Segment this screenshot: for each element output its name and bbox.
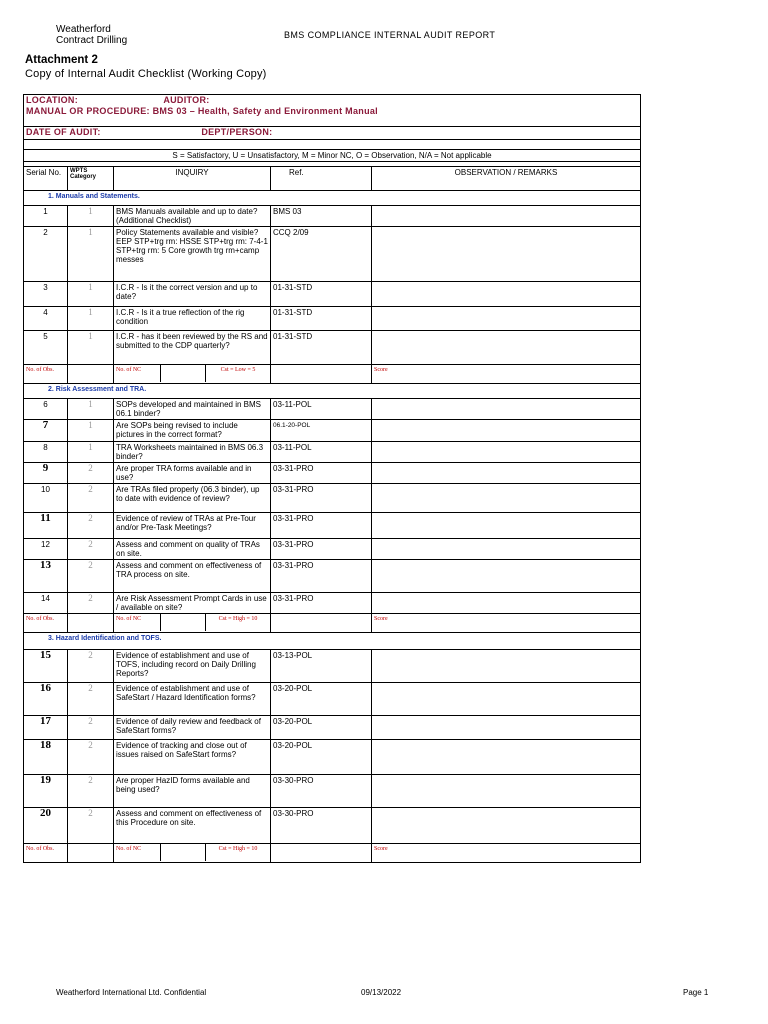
checklist-row: [24, 774, 641, 807]
serial-number: 10: [24, 483, 68, 512]
reference-code: 01-31-STD: [271, 330, 372, 364]
legend-row: [24, 149, 641, 161]
checklist-row: [24, 483, 641, 512]
footer-page-number: Page 1: [683, 988, 709, 997]
observation-header: OBSERVATION / REMARKS: [372, 166, 641, 190]
inquiry-text: Are SOPs being revised to include pictures in the correct format?: [114, 419, 271, 441]
obs-count-value: [68, 364, 114, 383]
inquiry-text: Evidence of establishment and use of SafeStart / Hazard Identification forms?: [114, 682, 271, 715]
nc-count-value: [161, 844, 206, 861]
checklist-row: [24, 538, 641, 559]
observation-remarks-cell[interactable]: [372, 807, 641, 843]
wpts-category: 2: [68, 649, 114, 682]
footer-confidential: Weatherford International Ltd. Confidential: [56, 988, 207, 997]
observation-remarks-cell[interactable]: [372, 330, 641, 364]
cst-spacer: [271, 613, 372, 632]
wpts-category: 2: [68, 682, 114, 715]
observation-remarks-cell[interactable]: [372, 592, 641, 613]
checklist-row: [24, 462, 641, 483]
inquiry-text: Assess and comment on effectiveness of this Procedure on site.: [114, 807, 271, 843]
checklist-row: [24, 281, 641, 306]
observation-remarks-cell[interactable]: [372, 205, 641, 226]
wpts-category: 2: [68, 807, 114, 843]
reference-code: 03-31-PRO: [271, 483, 372, 512]
inquiry-text: SOPs developed and maintained in BMS 06.1 binder?: [114, 398, 271, 419]
reference-code: 03-30-PRO: [271, 774, 372, 807]
wpts-category: 1: [68, 306, 114, 330]
nc-count-value: [161, 614, 206, 631]
section-title: 3. Hazard Identification and TOFS.: [24, 632, 641, 649]
serial-number: 18: [24, 739, 68, 774]
checklist-row: [24, 398, 641, 419]
obs-count-label: No. of Obs.: [24, 364, 68, 383]
serial-number: 19: [24, 774, 68, 807]
reference-code: 03-31-PRO: [271, 512, 372, 538]
serial-number: 8: [24, 441, 68, 462]
reference-code: 01-31-STD: [271, 306, 372, 330]
inquiry-header: INQUIRY: [114, 166, 271, 190]
summary-row: [24, 843, 641, 862]
cst-spacer: [271, 364, 372, 383]
obs-count-label: No. of Obs.: [24, 843, 68, 862]
serial-number: 14: [24, 592, 68, 613]
nc-count-cell: [114, 613, 271, 632]
checklist-row: [24, 649, 641, 682]
observation-remarks-cell[interactable]: [372, 398, 641, 419]
serial-number: 20: [24, 807, 68, 843]
inquiry-text: Are TRAs filed properly (06.3 binder), up to date with evidence of review?: [114, 483, 271, 512]
reference-code: 03-11-POL: [271, 398, 372, 419]
checklist-row: [24, 715, 641, 739]
serial-number: 6: [24, 398, 68, 419]
section-header-row: [24, 632, 641, 649]
checklist-row: [24, 205, 641, 226]
inquiry-text: Assess and comment on effectiveness of TRA process on site.: [114, 559, 271, 592]
wpts-category: 2: [68, 483, 114, 512]
score-label: Score: [372, 364, 641, 383]
column-header-row: [24, 166, 641, 190]
reference-code: BMS 03: [271, 205, 372, 226]
obs-count-label: No. of Obs.: [24, 613, 68, 632]
observation-remarks-cell[interactable]: [372, 512, 641, 538]
wpts-category: 2: [68, 774, 114, 807]
summary-row: [24, 613, 641, 632]
company-name: [56, 24, 127, 46]
checklist-row: [24, 559, 641, 592]
wpts-category: 1: [68, 281, 114, 306]
wpts-category: 2: [68, 462, 114, 483]
observation-remarks-cell[interactable]: [372, 559, 641, 592]
cst-label: Cst = High = 10: [218, 845, 258, 852]
serial-number: 17: [24, 715, 68, 739]
serial-number: 2: [24, 226, 68, 281]
reference-code: 03-31-PRO: [271, 462, 372, 483]
observation-remarks-cell[interactable]: [372, 682, 641, 715]
observation-remarks-cell[interactable]: [372, 483, 641, 512]
inquiry-text: Are proper HazID forms available and being used?: [114, 774, 271, 807]
inquiry-text: Assess and comment on quality of TRAs on site.: [114, 538, 271, 559]
serial-number: 12: [24, 538, 68, 559]
wpts-category: 1: [68, 330, 114, 364]
checklist-row: [24, 306, 641, 330]
nc-count-label: No. of NC: [114, 365, 161, 382]
manual-row: [24, 106, 641, 126]
serial-number: 16: [24, 682, 68, 715]
cst-label: Cst = Low = 5: [220, 366, 256, 373]
inquiry-text: Are Risk Assessment Prompt Cards in use / available on site?: [114, 592, 271, 613]
audit-checklist-table: [23, 94, 641, 863]
wpts-category: 1: [68, 226, 114, 281]
inquiry-text: Evidence of establishment and use of TOFS, including record on Daily Drilling Reports?: [114, 649, 271, 682]
inquiry-text: Evidence of tracking and close out of issues raised on SafeStart forms?: [114, 739, 271, 774]
inquiry-text: I.C.R - Is it a true reflection of the rig condition: [114, 306, 271, 330]
reference-code: 03-20-POL: [271, 682, 372, 715]
serial-number: 9: [24, 462, 68, 483]
observation-remarks-cell[interactable]: [372, 715, 641, 739]
reference-code: 03-20-POL: [271, 715, 372, 739]
wpts-category: 1: [68, 205, 114, 226]
inquiry-text: Policy Statements available and visible? EEP STP+trg rm: HSSE STP+trg rm: 7-4-1 STP+trg rm: 5 Core growth trg rm+camp messes: [114, 226, 271, 281]
reference-code: 03-31-PRO: [271, 592, 372, 613]
reference-code: 03-13-POL: [271, 649, 372, 682]
serial-number: 4: [24, 306, 68, 330]
observation-remarks-cell[interactable]: [372, 441, 641, 462]
cst-spacer: [271, 843, 372, 862]
location-row: [24, 95, 641, 107]
checklist-row: [24, 512, 641, 538]
ref-header: Ref.: [271, 166, 372, 190]
inquiry-text: Are proper TRA forms available and in use?: [114, 462, 271, 483]
checklist-row: [24, 330, 641, 364]
inquiry-text: I.C.R - Is it the correct version and up to date?: [114, 281, 271, 306]
location-label: LOCATION:: [26, 95, 79, 105]
section-title: 2. Risk Assessment and TRA.: [24, 383, 641, 398]
wpts-category: 2: [68, 559, 114, 592]
wpts-category: 2: [68, 715, 114, 739]
inquiry-text: TRA Worksheets maintained in BMS 06.3 binder?: [114, 441, 271, 462]
reference-code: 06.1-20-POL: [271, 419, 372, 441]
serial-number: 1: [24, 205, 68, 226]
cst-label: Cst = High = 10: [218, 615, 258, 622]
serial-number: 5: [24, 330, 68, 364]
checklist-row: [24, 739, 641, 774]
reference-code: 03-31-PRO: [271, 538, 372, 559]
spacer-row: [24, 139, 641, 149]
observation-remarks-cell[interactable]: [372, 462, 641, 483]
checklist-row: [24, 592, 641, 613]
observation-remarks-cell[interactable]: [372, 739, 641, 774]
reference-code: 03-11-POL: [271, 441, 372, 462]
observation-remarks-cell[interactable]: [372, 419, 641, 441]
reference-code: 03-30-PRO: [271, 807, 372, 843]
observation-remarks-cell[interactable]: [372, 226, 641, 281]
serial-number: 11: [24, 512, 68, 538]
section-header-row: [24, 190, 641, 205]
observation-remarks-cell[interactable]: [372, 538, 641, 559]
wpts-category: 2: [68, 739, 114, 774]
dept-person-label: DEPT/PERSON:: [201, 126, 273, 137]
checklist-row: [24, 682, 641, 715]
report-title: BMS COMPLIANCE INTERNAL AUDIT REPORT: [284, 30, 496, 40]
obs-count-value: [68, 843, 114, 862]
wpts-category: 1: [68, 441, 114, 462]
reference-code: 03-31-PRO: [271, 559, 372, 592]
company-line-2: Contract Drilling: [56, 35, 128, 46]
wpts-category: 2: [68, 538, 114, 559]
rating-legend: S = Satisfactory, U = Unsatisfactory, M = Minor NC, O = Observation, N/A = Not applicable: [24, 149, 641, 161]
attachment-title: Attachment 2: [25, 54, 98, 66]
auditor-label: AUDITOR:: [163, 95, 210, 105]
inquiry-text: BMS Manuals available and up to date? (Additional Checklist): [114, 205, 271, 226]
nc-count-value: [161, 365, 206, 382]
attachment-subtitle: Copy of Internal Audit Checklist (Working Copy): [25, 68, 267, 80]
nc-count-cell: [114, 364, 271, 383]
inquiry-text: I.C.R - has it been reviewed by the RS and submitted to the CDP quarterly?: [114, 330, 271, 364]
serial-number: 7: [24, 419, 68, 441]
wpts-category: 2: [68, 592, 114, 613]
reference-code: 03-20-POL: [271, 739, 372, 774]
serial-number: 13: [24, 559, 68, 592]
score-label: Score: [372, 613, 641, 632]
wpts-category: 1: [68, 419, 114, 441]
inquiry-text: Evidence of daily review and feedback of SafeStart forms?: [114, 715, 271, 739]
nc-count-label: No. of NC: [114, 844, 161, 861]
wpts-category: 1: [68, 398, 114, 419]
footer-date: 09/13/2022: [361, 988, 402, 997]
checklist-row: [24, 419, 641, 441]
observation-remarks-cell[interactable]: [372, 774, 641, 807]
inquiry-text: Evidence of review of TRAs at Pre-Tour and/or Pre-Task Meetings?: [114, 512, 271, 538]
wpts-category: 2: [68, 512, 114, 538]
serial-number: 3: [24, 281, 68, 306]
serial-number: 15: [24, 649, 68, 682]
checklist-row: [24, 226, 641, 281]
score-label: Score: [372, 843, 641, 862]
reference-code: 01-31-STD: [271, 281, 372, 306]
serial-header: Serial No.: [24, 166, 68, 190]
checklist-row: [24, 807, 641, 843]
checklist-row: [24, 441, 641, 462]
section-header-row: [24, 383, 641, 398]
obs-count-value: [68, 613, 114, 632]
reference-code: CCQ 2/09: [271, 226, 372, 281]
date-of-audit-label: DATE OF AUDIT:: [26, 126, 101, 137]
nc-count-label: No. of NC: [114, 614, 161, 631]
summary-row: [24, 364, 641, 383]
company-line-1: Weatherford: [56, 24, 111, 35]
nc-count-cell: [114, 843, 271, 862]
category-header: WPTS Category: [68, 166, 114, 190]
manual-procedure: MANUAL OR PROCEDURE: BMS 03 – Health, Safety and Environment Manual: [24, 106, 641, 126]
observation-remarks-cell[interactable]: [372, 281, 641, 306]
observation-remarks-cell[interactable]: [372, 306, 641, 330]
section-title: 1. Manuals and Statements.: [24, 190, 641, 205]
observation-remarks-cell[interactable]: [372, 649, 641, 682]
date-row: [24, 126, 641, 139]
